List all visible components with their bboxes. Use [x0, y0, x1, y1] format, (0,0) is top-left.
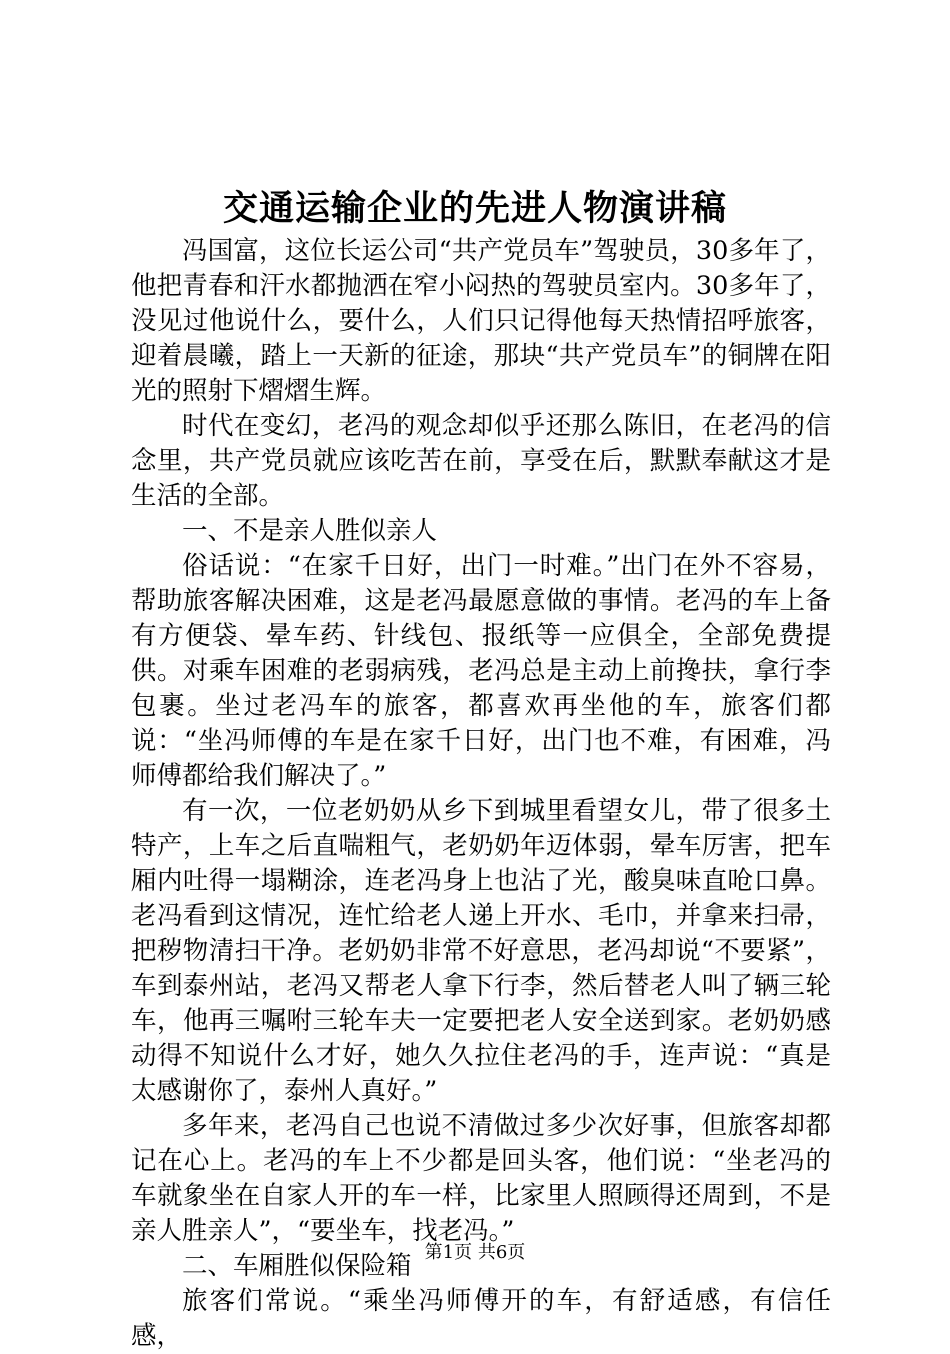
paragraph: 多年来，老冯自己也说不清做过多少次好事，但旅客却都记在心上。老冯的车上不少都是回头客，他们说：“坐老冯的车就象坐在自家人开的车一样，比家里人照顾得还周到，不是亲人胜亲人”，“要坐车，找老冯。” — [131, 1111, 831, 1246]
document-title: 交通运输企业的先进人物演讲稿 — [222, 188, 727, 229]
document-body — [131, 234, 831, 1354]
paragraph: 旅客们常说。“乘坐冯师傅开的车，有舒适感，有信任感， — [131, 1286, 831, 1351]
paragraph: 俗话说：“在家千日好，出门一时难。”出门在外不容易，帮助旅客解决困难，这是老冯最愿意做的事情。老冯的车上备有方便袋、晕车药、针线包、报纸等一应俱全，全部免费提供。对乘车困难的老弱病残，老冯总是主动上前搀扶，拿行李包裹。坐过老冯车的旅客，都喜欢再坐他的车，旅客们都说：“坐冯师傅的车是在家千日好，出门也不难，有困难，冯师傅都给我们解决了。” — [131, 551, 831, 791]
section-heading: 一、不是亲人胜似亲人 — [182, 516, 438, 546]
section-heading: 二、车厢胜似保险箱 — [182, 1251, 412, 1281]
paragraph: 时代在变幻，老冯的观念却似乎还那么陈旧，在老冯的信念里，共产党员就应该吃苦在前，享受在后，默默奉献这才是生活的全部。 — [131, 411, 831, 511]
paragraph: 冯国富，这位长运公司“共产党员车”驾驶员，30多年了，他把青春和汗水都抛洒在窄小闷热的驾驶员室内。30多年了，没见过他说什么，要什么，人们只记得他每天热情招呼旅客，迎着晨曦，踏上一天新的征途，那块“共产党员车”的铜牌在阳光的照射下熠熠生辉。 — [131, 236, 831, 406]
page-footer: 第1页 共6页 — [424, 1242, 526, 1263]
paragraph: 有一次，一位老奶奶从乡下到城里看望女儿，带了很多土特产，上车之后直喘粗气，老奶奶年迈体弱，晕车厉害，把车厢内吐得一塌糊涂，连老冯身上也沾了光，酸臭味直呛口鼻。老冯看到这情况，连忙给老人递上开水、毛巾，并拿来扫帚，把秽物清扫干净。老奶奶非常不好意思，老冯却说“不要紧”，车到泰州站，老冯又帮老人拿下行李，然后替老人叫了辆三轮车，他再三嘱咐三轮车夫一定要把老人安全送到家。老奶奶感动得不知说什么才好，她久久拉住老冯的手，连声说：“真是太感谢你了，泰州人真好。” — [131, 796, 831, 1106]
